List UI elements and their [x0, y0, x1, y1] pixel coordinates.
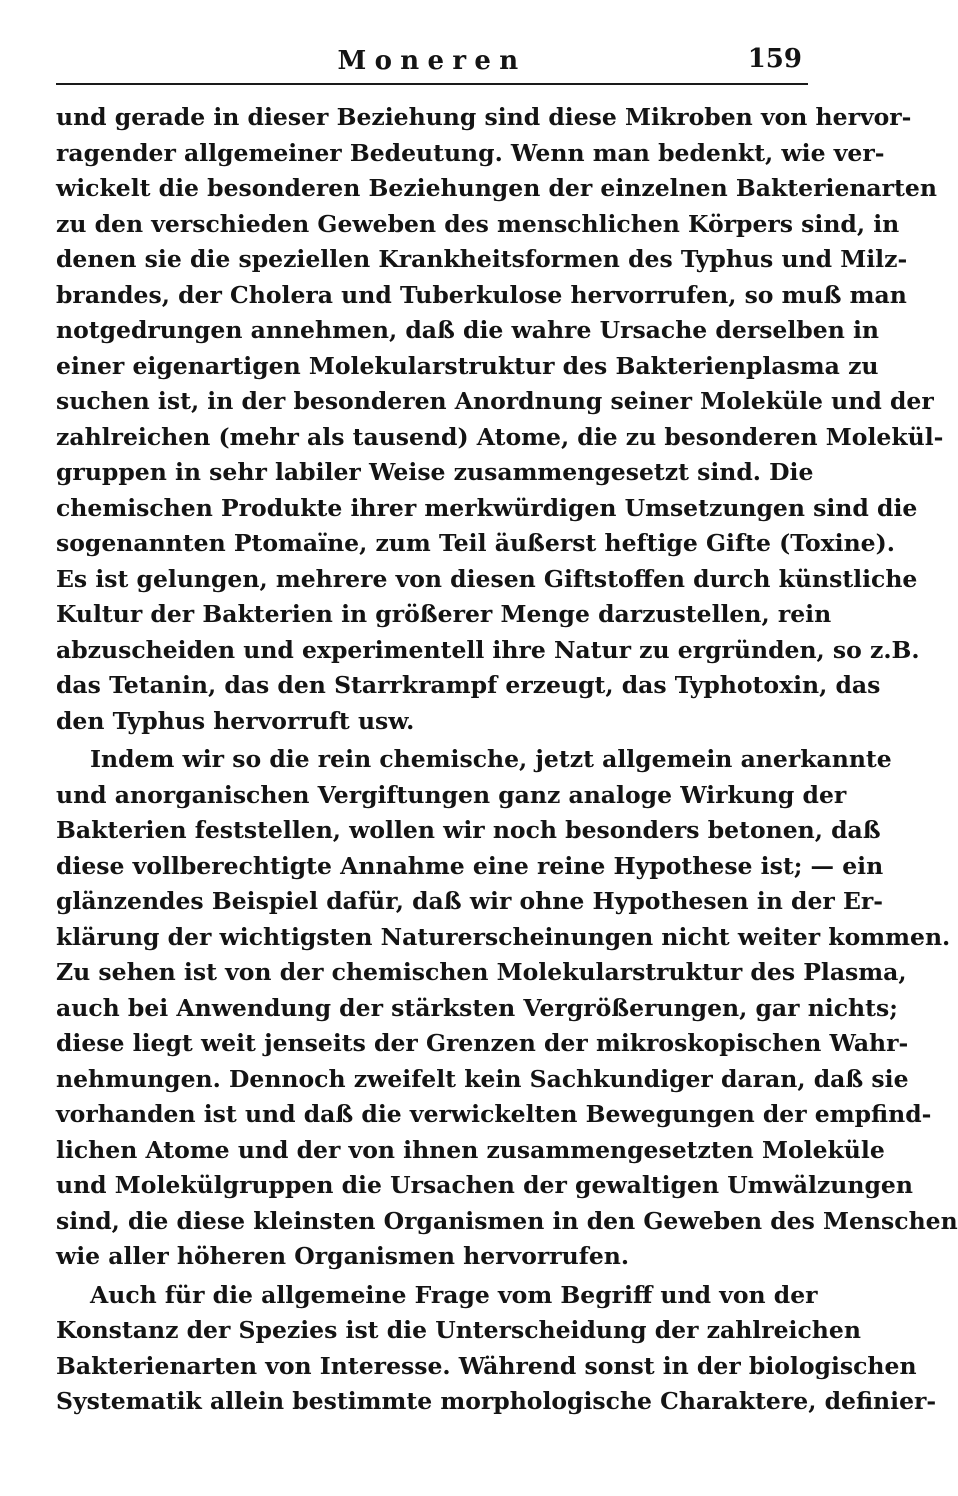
text-line: und gerade in dieser Beziehung sind diese Mikroben von hervor-	[56, 103, 912, 131]
text-line: Systematik allein bestimmte morphologische Charaktere, definier-	[56, 1387, 937, 1415]
text-line: auch bei Anwendung der stärksten Vergrößerungen, gar nichts;	[56, 993, 898, 1022]
text-line: Indem wir so die rein chemische, jetzt allgemein anerkannte	[90, 745, 892, 773]
text-line: chemischen Produkte ihrer merkwürdigen Umsetzungen sind die	[56, 493, 918, 522]
text-line: klärung der wichtigsten Naturerscheinungen nicht weiter kommen.	[56, 922, 951, 951]
text-line: diese vollberechtigte Annahme eine reine Hypothese ist; — ein	[56, 851, 884, 880]
text-line: vorhanden ist und daß die verwickelten Bewegungen der empfind-	[56, 1100, 932, 1128]
paragraph	[56, 100, 944, 739]
text-line: wie aller höheren Organismen hervorrufen.	[56, 1242, 630, 1270]
page-header	[56, 42, 808, 80]
text-line: denen sie die speziellen Krankheitsformen des Typhus und Milz-	[56, 245, 908, 273]
text-line: das Tetanin, das den Starrkrampf erzeugt, das Typhotoxin, das	[56, 671, 881, 699]
text-line: Es ist gelungen, mehrere von diesen Giftstoffen durch künstliche	[56, 564, 918, 593]
text-line: Bakterien feststellen, wollen wir noch besonders betonen, daß	[56, 816, 881, 844]
text-line: sogenannten Ptomaïne, zum Teil äußerst heftige Gifte (Toxine).	[56, 529, 895, 557]
text-line: suchen ist, in der besonderen Anordnung seiner Moleküle und der	[56, 387, 934, 415]
text-line: zahlreichen (mehr als tausend) Atome, die zu besonderen Molekül-	[56, 422, 944, 451]
running-title: Moneren	[337, 46, 527, 76]
text-line: nehmungen. Dennoch zweifelt kein Sachkundiger daran, daß sie	[56, 1064, 909, 1093]
text-line: und Molekülgruppen die Ursachen der gewaltigen Umwälzungen	[56, 1171, 913, 1199]
text-line: einer eigenartigen Molekularstruktur des Bakterienplasma zu	[56, 351, 879, 380]
text-line: diese liegt weit jenseits der Grenzen der mikroskopischen Wahr-	[56, 1029, 909, 1057]
text-line: glänzendes Beispiel dafür, daß wir ohne Hypothesen in der Er-	[56, 887, 884, 915]
text-line: gruppen in sehr labiler Weise zusammengesetzt sind. Die	[56, 458, 814, 486]
text-line: sind, die diese kleinsten Organismen in den Geweben des Menschen	[56, 1206, 958, 1235]
text-line: notgedrungen annehmen, daß die wahre Ursache derselben in	[56, 316, 879, 344]
text-line: abzuscheiden und experimentell ihre Natur zu ergründen, so z.B.	[56, 635, 920, 664]
text-line: Kultur der Bakterien in größerer Menge darzustellen, rein	[56, 600, 832, 628]
paragraph	[56, 1278, 937, 1420]
text-line: Bakterienarten von Interesse. Während sonst in der biologischen	[56, 1351, 917, 1380]
text-line: Zu sehen ist von der chemischen Molekularstruktur des Plasma,	[56, 958, 907, 986]
text-line: zu den verschieden Geweben des menschlichen Körpers sind, in	[56, 209, 900, 238]
page-number: 159	[747, 44, 802, 74]
text-line: brandes, der Cholera und Tuberkulose hervorrufen, so muß man	[56, 280, 907, 309]
text-line: lichen Atome und der von ihnen zusammengesetzten Moleküle	[56, 1135, 885, 1164]
header-rule	[56, 83, 808, 85]
body-text	[56, 100, 958, 1420]
text-line: den Typhus hervorruft usw.	[56, 706, 415, 735]
text-line: ragender allgemeiner Bedeutung. Wenn man bedenkt, wie ver-	[56, 138, 885, 167]
text-line: Konstanz der Spezies ist die Unterscheidung der zahlreichen	[56, 1316, 861, 1344]
text-line: wickelt die besonderen Beziehungen der einzelnen Bakterienarten	[56, 174, 937, 202]
text-line: und anorganischen Vergiftungen ganz analoge Wirkung der	[56, 780, 847, 809]
text-line: Auch für die allgemeine Frage vom Begriff und von der	[90, 1280, 818, 1309]
paragraph	[56, 742, 958, 1275]
